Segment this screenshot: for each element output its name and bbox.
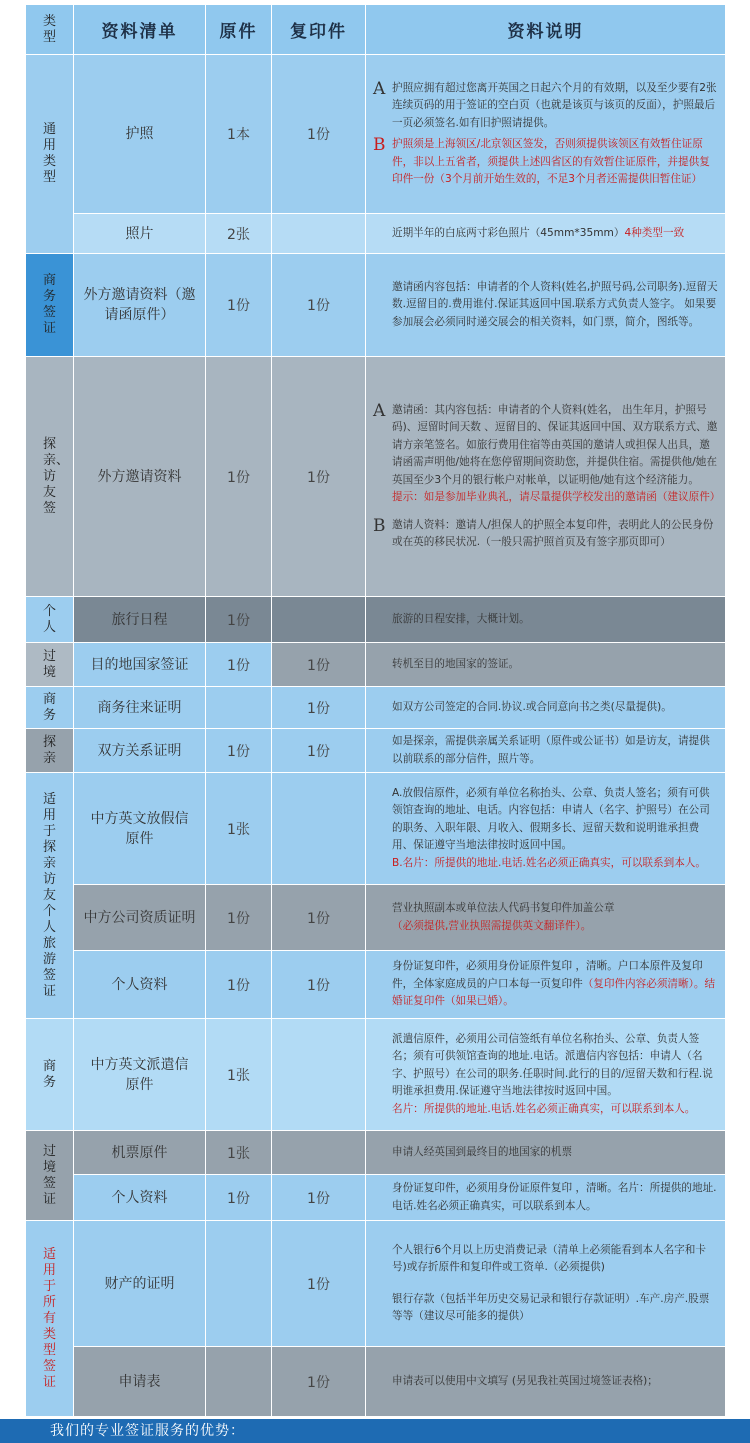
item-name: 个人资料 — [74, 1175, 206, 1221]
copy-count — [272, 1131, 366, 1175]
original-count: 1份 — [206, 643, 272, 687]
footer-banner: 我们的专业签证服务的优势： — [0, 1419, 750, 1443]
marker-b: B — [373, 135, 386, 155]
table-row — [26, 643, 726, 687]
header-item: 资料清单 — [74, 5, 206, 55]
original-count: 1份 — [206, 729, 272, 773]
item-name: 外方邀请资料（邀请函原件） — [74, 254, 206, 357]
original-count: 1本 — [206, 55, 272, 214]
copy-count — [272, 1019, 366, 1131]
item-description: A 护照应拥有超过您离开英国之日起六个月的有效期，以及至少要有2张连续页码的用于签证的空白页（也就是该页与该页的反面），护照最后一页必须签名.如有旧护照请提供。 B 护照须是上海领区/北京领区签发，否则须提供该领区有效暂住证原件，非以上五省者，须提供上述四省区的有效暂住证原件，并提供复印件一份（3个月前开始生效的，不足3个月者还需提供旧暂住证） — [366, 55, 726, 214]
table-header — [26, 5, 726, 55]
original-count — [206, 1347, 272, 1417]
copy-count — [272, 214, 366, 254]
item-description: 个人银行6个月以上历史消费记录（清单上必须能看到本人名字和卡号)或存折原件和复印件或工资单.（必须提供) 银行存款（包括半年历史交易记录和银行存款证明）.车产.房产.股票等等（建议尽可能多的提供） — [366, 1221, 726, 1347]
header-copy: 复印件 — [272, 5, 366, 55]
original-count: 1份 — [206, 597, 272, 643]
table-row — [26, 1175, 726, 1221]
item-name: 财产的证明 — [74, 1221, 206, 1347]
item-description: 旅游的日程安排，大概计划。 — [366, 597, 726, 643]
visa-checklist — [25, 4, 725, 1417]
item-name: 中方英文派遣信原件 — [74, 1019, 206, 1131]
item-name: 目的地国家签证 — [74, 643, 206, 687]
item-name: 商务往来证明 — [74, 687, 206, 729]
table-row — [26, 729, 726, 773]
copy-count: 1份 — [272, 1175, 366, 1221]
original-count: 1份 — [206, 951, 272, 1019]
marker-a: A — [373, 400, 386, 421]
item-name: 外方邀请资料 — [74, 357, 206, 597]
copy-count: 1份 — [272, 55, 366, 214]
original-count: 1份 — [206, 1175, 272, 1221]
item-description: 近期半年的白底两寸彩色照片（45mm*35mm）4种类型一致 — [366, 214, 726, 254]
table-row — [26, 597, 726, 643]
original-count — [206, 687, 272, 729]
copy-count: 1份 — [272, 357, 366, 597]
original-count: 1张 — [206, 1019, 272, 1131]
copy-count: 1份 — [272, 643, 366, 687]
header-type: 类型 — [26, 5, 74, 55]
group-apply-all: 适用于探亲访友个人旅游签证 — [26, 773, 74, 1019]
copy-count: 1份 — [272, 729, 366, 773]
item-name: 机票原件 — [74, 1131, 206, 1175]
item-description: 如是探亲，需提供亲属关系证明（原件或公证书）如是访友，请提供以前联系的部分信件，照片等。 — [366, 729, 726, 773]
group-visit: 探亲、访友签 — [26, 357, 74, 597]
copy-count: 1份 — [272, 1347, 366, 1417]
item-description: 申请人经英国到最终目的地国家的机票 — [366, 1131, 726, 1175]
table-row — [26, 1131, 726, 1175]
group-all-types: 适用于所有类型签证 — [26, 1221, 74, 1417]
item-description: 营业执照副本或单位法人代码书复印件加盖公章 （必须提供,营业执照需提供英文翻译件）。 — [366, 885, 726, 951]
copy-count — [272, 597, 366, 643]
table-row — [26, 951, 726, 1019]
table-row — [26, 254, 726, 357]
item-description: A 邀请函：其内容包括：申请者的个人资料(姓名， 出生年月，护照号码)、逗留时间天数 、逗留目的、保证其返回中国、双方联系方式、邀请方亲笔签名。如旅行费用住宿等由英国的邀请人或担保人出具，邀请函需声明他/她将在您停留期间资助您，并提供住宿。需提供他/她在英国至少3个月的银行帐户对帐单，以证明他/她有这个经济能力。 提示：如是参加毕业典礼，请尽量提供学校发出的邀请函（建议原件） B 邀请人资料：邀请人/担保人的护照全本复印件，表明此人的公民身份或在英的移民状况.（一般只需护照首页及有签字那页即可） — [366, 357, 726, 597]
group-business-3: 商务 — [26, 1019, 74, 1131]
table-row — [26, 55, 726, 214]
table-row — [26, 357, 726, 597]
group-transit: 过境 — [26, 643, 74, 687]
copy-count: 1份 — [272, 687, 366, 729]
group-personal: 个人 — [26, 597, 74, 643]
group-family: 探亲 — [26, 729, 74, 773]
copy-count — [272, 773, 366, 885]
group-general: 通用类型 — [26, 55, 74, 254]
copy-count: 1份 — [272, 951, 366, 1019]
item-name: 申请表 — [74, 1347, 206, 1417]
item-description: 身份证复印件，必须用身份证原件复印 ，清晰。户口本原件及复印件，全体家庭成员的户口本每一页复印件（复印件内容必须清晰）。结婚证复印件（如果已婚）。 — [366, 951, 726, 1019]
item-description: 申请表可以使用中文填写 (另见我社英国过境签证表格)； — [366, 1347, 726, 1417]
item-description: A.放假信原件，必须有单位名称抬头、公章、负责人签名；须有可供领馆查询的地址、电话。内容包括：申请人（名字、护照号）在公司的职务、入职年限、月收入、假期多长、逗留天数和说明谁承担费用、保证遵守当地法律按时返回中国。 B.名片：所提供的地址.电话.姓名必须正确真实，可以联系到本人。 — [366, 773, 726, 885]
item-name: 个人资料 — [74, 951, 206, 1019]
table-row — [26, 1347, 726, 1417]
requirements-table — [25, 4, 726, 1417]
original-count: 1张 — [206, 1131, 272, 1175]
item-description: 转机至目的地国家的签证。 — [366, 643, 726, 687]
item-name: 护照 — [74, 55, 206, 214]
header-original: 原件 — [206, 5, 272, 55]
item-name: 中方公司资质证明 — [74, 885, 206, 951]
original-count — [206, 1221, 272, 1347]
item-name: 旅行日程 — [74, 597, 206, 643]
group-transit-visa: 过境签证 — [26, 1131, 74, 1221]
item-description: 身份证复印件，必须用身份证原件复印 ，清晰。名片：所提供的地址.电话.姓名必须正确真实，可以联系到本人。 — [366, 1175, 726, 1221]
item-name: 双方关系证明 — [74, 729, 206, 773]
original-count: 1张 — [206, 773, 272, 885]
original-count: 2张 — [206, 214, 272, 254]
marker-b: B — [373, 515, 386, 536]
item-name: 中方英文放假信原件 — [74, 773, 206, 885]
original-count: 1份 — [206, 254, 272, 357]
header-description: 资料说明 — [366, 5, 726, 55]
table-row — [26, 214, 726, 254]
original-count: 1份 — [206, 357, 272, 597]
table-row — [26, 1019, 726, 1131]
copy-count: 1份 — [272, 254, 366, 357]
item-description: 如双方公司签定的合同.协议.或合同意向书之类(尽量提供)。 — [366, 687, 726, 729]
group-business: 商务签证 — [26, 254, 74, 357]
table-row — [26, 687, 726, 729]
table-row — [26, 773, 726, 885]
marker-a: A — [373, 78, 386, 99]
copy-count: 1份 — [272, 885, 366, 951]
item-description: 邀请函内容包括：申请者的个人资料(姓名,护照号码,公司职务).逗留天数.逗留目的.费用谁付.保证其返回中国.联系方式负责人签字。 如果要参加展会必须同时递交展会的相关资料，如门票，简介，图纸等。 — [366, 254, 726, 357]
group-business-2: 商务 — [26, 687, 74, 729]
copy-count: 1份 — [272, 1221, 366, 1347]
item-description: 派遣信原件，必须用公司信签纸有单位名称抬头、公章、负责人签名；须有可供领馆查询的地址.电话。派遣信内容包括：申请人（名字、护照号）在公司的职务.任职时间.此行的目的/逗留天数和行程.说明谁承担费用.保证遵守当地法律按时返回中国。 名片：所提供的地址.电话.姓名必须正确真实，可以联系到本人。 — [366, 1019, 726, 1131]
original-count: 1份 — [206, 885, 272, 951]
table-row — [26, 885, 726, 951]
item-name: 照片 — [74, 214, 206, 254]
table-row — [26, 1221, 726, 1347]
